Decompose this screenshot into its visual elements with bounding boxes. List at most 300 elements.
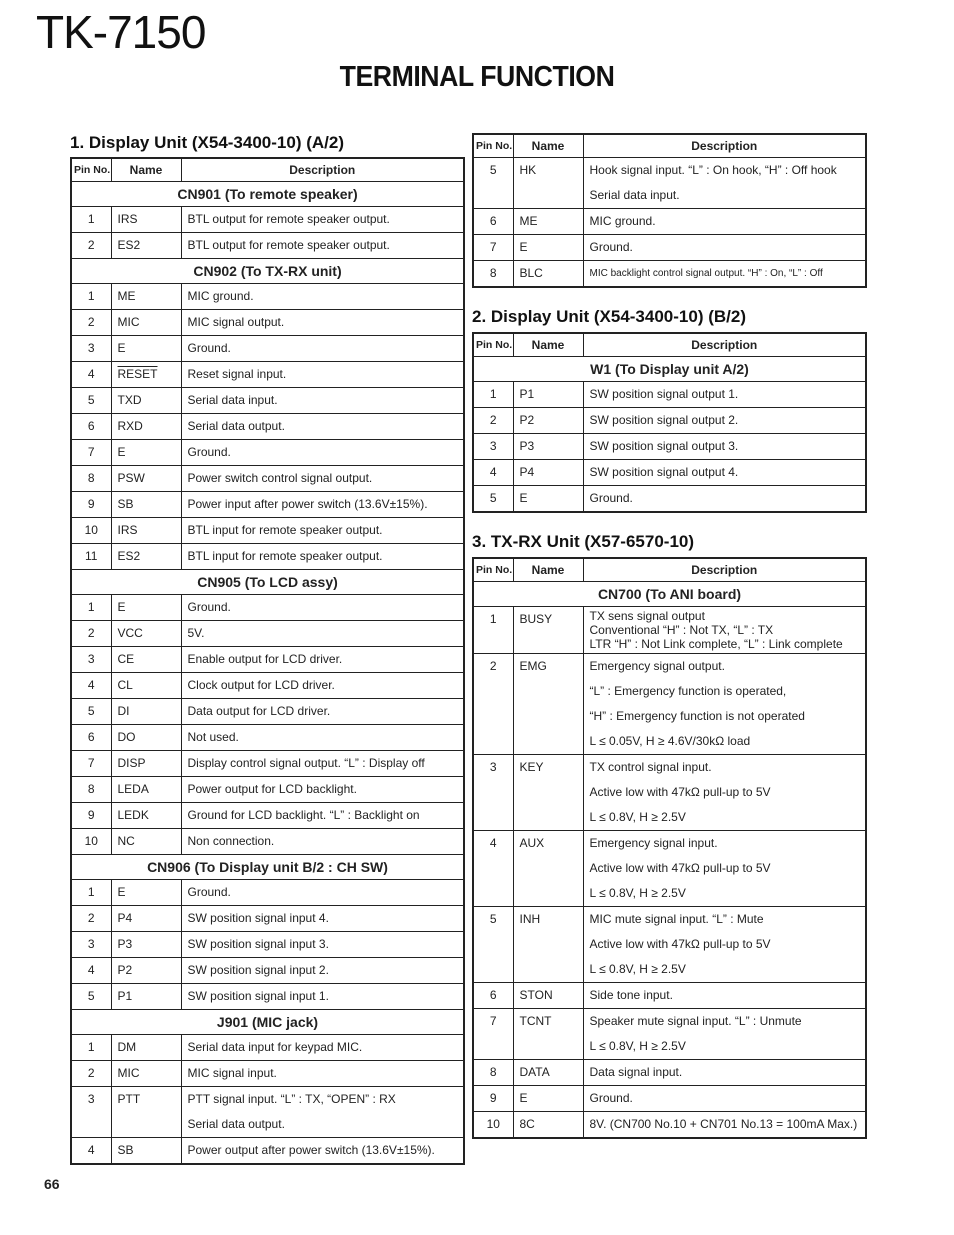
description xyxy=(181,906,464,932)
description xyxy=(181,544,464,570)
signal-name-text: NC xyxy=(117,834,135,848)
signal-name xyxy=(513,460,583,486)
description xyxy=(181,233,464,259)
signal-name xyxy=(513,486,583,513)
signal-name-text: IRS xyxy=(117,523,138,537)
table-row xyxy=(71,310,464,336)
description-line: Active low with 47kΩ pull-up to 5V xyxy=(589,861,771,875)
description-line: MIC backlight control signal output. “H” : On, “L” : Off xyxy=(589,268,823,279)
description xyxy=(181,1138,464,1165)
description xyxy=(181,362,464,388)
description-line: Non connection. xyxy=(187,834,275,848)
table-row xyxy=(71,647,464,673)
signal-name xyxy=(513,607,583,654)
description-line: Active low with 47kΩ pull-up to 5V xyxy=(589,937,771,951)
description xyxy=(583,382,866,408)
description xyxy=(583,831,866,907)
table-row xyxy=(71,958,464,984)
signal-name-text: AUX xyxy=(519,836,545,850)
page-title: TERMINAL FUNCTION xyxy=(339,61,615,93)
pin-number: 5 xyxy=(71,388,111,414)
signal-name xyxy=(513,983,583,1009)
connector-header: CN700 (To ANI board) xyxy=(473,582,866,607)
signal-name-text: P4 xyxy=(519,465,535,479)
column-header-name: Name xyxy=(513,333,583,357)
table-row xyxy=(71,673,464,699)
signal-name xyxy=(513,1112,583,1139)
signal-name-text: DISP xyxy=(117,756,146,770)
pin-number: 10 xyxy=(473,1112,513,1139)
table-row xyxy=(473,486,866,513)
signal-name-text: SB xyxy=(117,497,134,511)
signal-name xyxy=(111,880,181,906)
signal-name xyxy=(111,1035,181,1061)
pin-number: 9 xyxy=(71,492,111,518)
table-row xyxy=(71,621,464,647)
pin-number: 2 xyxy=(473,408,513,434)
description xyxy=(181,673,464,699)
signal-name-text: DI xyxy=(117,704,130,718)
connector-header: CN905 (To LCD assy) xyxy=(71,570,464,595)
table-row xyxy=(71,207,464,233)
signal-name xyxy=(111,958,181,984)
table-row xyxy=(473,907,866,983)
signal-name-text: EMG xyxy=(519,659,547,673)
pin-number: 10 xyxy=(71,518,111,544)
pin-number: 5 xyxy=(473,486,513,513)
pin-number: 7 xyxy=(71,751,111,777)
column-header-pin: Pin No. xyxy=(473,333,513,357)
signal-name-text: E xyxy=(519,491,528,505)
table-row xyxy=(71,492,464,518)
signal-name xyxy=(111,544,181,570)
pin-number: 5 xyxy=(71,699,111,725)
description xyxy=(181,725,464,751)
pin-number: 1 xyxy=(71,595,111,621)
signal-name-text: TXD xyxy=(117,393,142,407)
signal-name-text: LEDK xyxy=(117,808,149,822)
table-row xyxy=(71,1138,464,1165)
table-row xyxy=(71,906,464,932)
table-row xyxy=(473,1112,866,1139)
column-header-name: Name xyxy=(513,134,583,158)
signal-name xyxy=(513,1009,583,1060)
table-row xyxy=(473,261,866,288)
table-row xyxy=(473,1060,866,1086)
description-line: Display control signal output. “L” : Display off xyxy=(187,756,425,770)
description-line: MIC signal input. xyxy=(187,1066,277,1080)
signal-name-text: ES2 xyxy=(117,238,141,252)
table-row xyxy=(71,544,464,570)
connector-header: CN901 (To remote speaker) xyxy=(71,182,464,207)
pin-number: 2 xyxy=(71,310,111,336)
description-line: 8V. (CN700 No.10 + CN701 No.13 = 100mA Max.) xyxy=(589,1117,858,1131)
table-row xyxy=(473,831,866,907)
description-line: Ground. xyxy=(187,885,231,899)
column-header-description: Description xyxy=(583,134,866,158)
description xyxy=(181,803,464,829)
pin-number: 1 xyxy=(71,1035,111,1061)
pin-number: 4 xyxy=(71,1138,111,1165)
description-line: PTT signal input. “L” : TX, “OPEN” : RX xyxy=(187,1092,396,1106)
table-row xyxy=(71,829,464,855)
description-line: Emergency signal output. xyxy=(589,659,725,673)
pin-number: 1 xyxy=(71,880,111,906)
signal-name xyxy=(111,906,181,932)
description xyxy=(181,699,464,725)
signal-name-text: E xyxy=(519,240,528,254)
table-row xyxy=(473,460,866,486)
description xyxy=(181,1061,464,1087)
description-line: Ground. xyxy=(187,341,231,355)
signal-name-text: PTT xyxy=(117,1092,141,1106)
section-title-display-b: 2. Display Unit (X54-3400-10) (B/2) xyxy=(472,307,746,326)
signal-name xyxy=(111,803,181,829)
signal-name xyxy=(513,434,583,460)
table-row xyxy=(71,414,464,440)
signal-name-text: E xyxy=(117,885,126,899)
description-line: Active low with 47kΩ pull-up to 5V xyxy=(589,785,771,799)
signal-name xyxy=(111,777,181,803)
description-line: Ground. xyxy=(187,445,231,459)
description xyxy=(181,932,464,958)
model-number: TK-7150 xyxy=(36,6,206,58)
table-row xyxy=(473,1009,866,1060)
table-row xyxy=(473,235,866,261)
signal-name-text: P3 xyxy=(117,937,133,951)
description xyxy=(583,460,866,486)
signal-name xyxy=(513,408,583,434)
table-row xyxy=(71,233,464,259)
description xyxy=(181,492,464,518)
pin-number: 1 xyxy=(71,284,111,310)
table-row xyxy=(71,932,464,958)
table-row xyxy=(71,440,464,466)
signal-name-text: E xyxy=(117,341,126,355)
pin-number: 4 xyxy=(71,958,111,984)
table-row xyxy=(71,1087,464,1138)
signal-name xyxy=(111,207,181,233)
description-line: LTR “H” : Not Link complete, “L” : Link complete xyxy=(589,637,843,651)
signal-name-text: SB xyxy=(117,1143,134,1157)
signal-name-text: 8C xyxy=(519,1117,535,1131)
pin-number: 5 xyxy=(473,907,513,983)
pin-number: 5 xyxy=(473,158,513,209)
table-row xyxy=(473,1086,866,1112)
description-line: TX sens signal output xyxy=(589,609,705,623)
pin-number: 4 xyxy=(71,362,111,388)
signal-name xyxy=(111,440,181,466)
signal-name-text: P1 xyxy=(117,989,133,1003)
description-line: “H” : Emergency function is not operated xyxy=(589,709,805,723)
description-line: Ground. xyxy=(589,1091,633,1105)
signal-name xyxy=(513,831,583,907)
description xyxy=(181,440,464,466)
description xyxy=(583,209,866,235)
description-line: Data signal input. xyxy=(589,1065,683,1079)
description xyxy=(583,434,866,460)
pin-number: 8 xyxy=(473,261,513,288)
signal-name-text: DO xyxy=(117,730,136,744)
signal-name xyxy=(513,1060,583,1086)
page-number: 66 xyxy=(44,1176,60,1192)
description-line: Side tone input. xyxy=(589,988,673,1002)
signal-name-text: RXD xyxy=(117,419,143,433)
signal-name xyxy=(111,466,181,492)
signal-name xyxy=(111,233,181,259)
description-line: Serial data input. xyxy=(187,393,278,407)
description xyxy=(583,1112,866,1139)
signal-name-text: MIC xyxy=(117,1066,140,1080)
connector-header: J901 (MIC jack) xyxy=(71,1010,464,1035)
table-row xyxy=(71,388,464,414)
pin-number: 2 xyxy=(71,906,111,932)
signal-name xyxy=(513,209,583,235)
column-header-name: Name xyxy=(111,158,181,182)
description xyxy=(181,207,464,233)
description xyxy=(181,647,464,673)
description-line: Power switch control signal output. xyxy=(187,471,373,485)
description-line: Not used. xyxy=(187,730,239,744)
signal-name-text: P3 xyxy=(519,439,535,453)
table-row xyxy=(71,518,464,544)
signal-name xyxy=(513,1086,583,1112)
description-line: L ≤ 0.05V, H ≥ 4.6V/30kΩ load xyxy=(589,734,751,748)
pin-number: 2 xyxy=(71,621,111,647)
description-line: TX control signal input. xyxy=(589,760,712,774)
column-header-pin: Pin No. xyxy=(473,134,513,158)
signal-name xyxy=(111,932,181,958)
connector-header: W1 (To Display unit A/2) xyxy=(473,357,866,382)
pin-number: 3 xyxy=(473,434,513,460)
signal-name xyxy=(111,1061,181,1087)
signal-name xyxy=(513,755,583,831)
pin-number: 3 xyxy=(473,755,513,831)
description-line: Serial data output. xyxy=(187,419,285,433)
signal-name xyxy=(111,673,181,699)
table-row xyxy=(71,699,464,725)
terminal-table-display-a-cont xyxy=(472,133,867,288)
signal-name xyxy=(111,984,181,1010)
connector-header: CN902 (To TX-RX unit) xyxy=(71,259,464,284)
description-line: Conventional “H” : Not TX, “L” : TX xyxy=(589,623,774,637)
signal-name-text: P2 xyxy=(117,963,133,977)
description-line: Power input after power switch (13.6V±15%). xyxy=(187,497,428,511)
signal-name-text: DATA xyxy=(519,1065,550,1079)
table-row xyxy=(473,408,866,434)
signal-name xyxy=(111,647,181,673)
column-header-pin: Pin No. xyxy=(473,558,513,582)
description-line: 5V. xyxy=(187,626,205,640)
signal-name xyxy=(111,310,181,336)
description xyxy=(181,336,464,362)
description-line: SW position signal input 1. xyxy=(187,989,329,1003)
signal-name xyxy=(513,235,583,261)
signal-name xyxy=(111,336,181,362)
description-line: MIC signal output. xyxy=(187,315,285,329)
pin-number: 8 xyxy=(473,1060,513,1086)
pin-number: 4 xyxy=(473,831,513,907)
description-line: SW position signal input 3. xyxy=(187,937,329,951)
signal-name xyxy=(111,1138,181,1165)
description-line: Reset signal input. xyxy=(187,367,287,381)
signal-name xyxy=(513,158,583,209)
table-row xyxy=(71,595,464,621)
pin-number: 7 xyxy=(473,235,513,261)
signal-name xyxy=(111,595,181,621)
signal-name-text: KEY xyxy=(519,760,544,774)
signal-name-text: P4 xyxy=(117,911,133,925)
signal-name-text: IRS xyxy=(117,212,138,226)
description-line: Serial data output. xyxy=(187,1117,285,1131)
signal-name-text: STON xyxy=(519,988,553,1002)
signal-name-text: INH xyxy=(519,912,541,926)
pin-number: 6 xyxy=(473,209,513,235)
description-line: Data output for LCD driver. xyxy=(187,704,331,718)
description-line: MIC ground. xyxy=(187,289,254,303)
pin-number: 10 xyxy=(71,829,111,855)
signal-name-text: ES2 xyxy=(117,549,141,563)
signal-name-text: BLC xyxy=(519,266,543,280)
description xyxy=(583,261,866,288)
pin-number: 2 xyxy=(71,233,111,259)
pin-number: 5 xyxy=(71,984,111,1010)
signal-name-text: VCC xyxy=(117,626,143,640)
signal-name xyxy=(111,699,181,725)
terminal-table-display-a xyxy=(70,157,465,1165)
description-line: SW position signal output 2. xyxy=(589,413,739,427)
column-header-name: Name xyxy=(513,558,583,582)
signal-name-text: BUSY xyxy=(519,612,553,626)
description-line: Enable output for LCD driver. xyxy=(187,652,343,666)
table-row xyxy=(71,336,464,362)
table-row xyxy=(71,880,464,906)
description-line: Ground. xyxy=(187,600,231,614)
description-line: Serial data input. xyxy=(589,188,680,202)
description xyxy=(583,607,866,654)
signal-name-text: PSW xyxy=(117,471,145,485)
signal-name xyxy=(111,751,181,777)
description-line: Emergency signal input. xyxy=(589,836,718,850)
description xyxy=(181,984,464,1010)
table-row xyxy=(71,751,464,777)
description-line: SW position signal input 4. xyxy=(187,911,329,925)
pin-number: 2 xyxy=(473,654,513,755)
pin-number: 3 xyxy=(71,1087,111,1138)
description xyxy=(181,751,464,777)
description xyxy=(181,621,464,647)
signal-name xyxy=(111,1087,181,1138)
signal-name-text: RESET xyxy=(117,367,158,381)
signal-name xyxy=(111,362,181,388)
description xyxy=(181,880,464,906)
pin-number: 6 xyxy=(71,725,111,751)
signal-name-text: LEDA xyxy=(117,782,149,796)
signal-name xyxy=(111,621,181,647)
pin-number: 4 xyxy=(71,673,111,699)
pin-number: 6 xyxy=(71,414,111,440)
description xyxy=(583,235,866,261)
description-line: Power output after power switch (13.6V±15%). xyxy=(187,1143,435,1157)
column-header-description: Description xyxy=(583,333,866,357)
description-line: Ground. xyxy=(589,491,633,505)
table-row xyxy=(473,607,866,654)
signal-name-text: ME xyxy=(519,214,538,228)
description-line: MIC mute signal input. “L” : Mute xyxy=(589,912,764,926)
signal-name xyxy=(111,492,181,518)
signal-name-text: E xyxy=(117,445,126,459)
description xyxy=(583,486,866,513)
pin-number: 7 xyxy=(71,440,111,466)
pin-number: 7 xyxy=(473,1009,513,1060)
description xyxy=(181,595,464,621)
description-line: BTL output for remote speaker output. xyxy=(187,212,390,226)
description-line: SW position signal output 1. xyxy=(589,387,739,401)
table-row xyxy=(71,725,464,751)
description xyxy=(583,158,866,209)
signal-name xyxy=(513,382,583,408)
section-title-txrx: 3. TX-RX Unit (X57-6570-10) xyxy=(472,532,695,551)
description xyxy=(583,1060,866,1086)
description xyxy=(583,755,866,831)
description xyxy=(181,958,464,984)
description-line: BTL output for remote speaker output. xyxy=(187,238,390,252)
signal-name xyxy=(111,518,181,544)
description xyxy=(181,414,464,440)
column-header-pin: Pin No. xyxy=(71,158,111,182)
signal-name-text: ME xyxy=(117,289,136,303)
pin-number: 1 xyxy=(71,207,111,233)
description xyxy=(583,1086,866,1112)
description xyxy=(583,983,866,1009)
table-row xyxy=(71,1061,464,1087)
description xyxy=(181,777,464,803)
pin-number: 1 xyxy=(473,607,513,654)
pin-number: 4 xyxy=(473,460,513,486)
table-row xyxy=(473,158,866,209)
signal-name xyxy=(513,261,583,288)
signal-name-text: HK xyxy=(519,163,537,177)
description xyxy=(181,829,464,855)
signal-name xyxy=(111,284,181,310)
signal-name xyxy=(513,907,583,983)
description-line: BTL input for remote speaker output. xyxy=(187,549,383,563)
pin-number: 9 xyxy=(473,1086,513,1112)
description-line: Ground. xyxy=(589,240,633,254)
pin-number: 2 xyxy=(71,1061,111,1087)
table-row xyxy=(71,984,464,1010)
signal-name-text: P1 xyxy=(519,387,535,401)
section-title-display-a: 1. Display Unit (X54-3400-10) (A/2) xyxy=(70,133,344,152)
pin-number: 8 xyxy=(71,777,111,803)
description-line: Speaker mute signal input. “L” : Unmute xyxy=(589,1014,802,1028)
pin-number: 1 xyxy=(473,382,513,408)
signal-name-text: E xyxy=(117,600,126,614)
description-line: L ≤ 0.8V, H ≥ 2.5V xyxy=(589,810,686,824)
pin-number: 3 xyxy=(71,336,111,362)
table-row xyxy=(71,777,464,803)
signal-name-text: MIC xyxy=(117,315,140,329)
description-line: L ≤ 0.8V, H ≥ 2.5V xyxy=(589,886,686,900)
terminal-table-display-b xyxy=(472,332,867,513)
description xyxy=(181,310,464,336)
pin-number: 11 xyxy=(71,544,111,570)
table-row xyxy=(473,434,866,460)
description-line: SW position signal output 4. xyxy=(589,465,739,479)
pin-number: 3 xyxy=(71,932,111,958)
pin-number: 6 xyxy=(473,983,513,1009)
description xyxy=(181,388,464,414)
